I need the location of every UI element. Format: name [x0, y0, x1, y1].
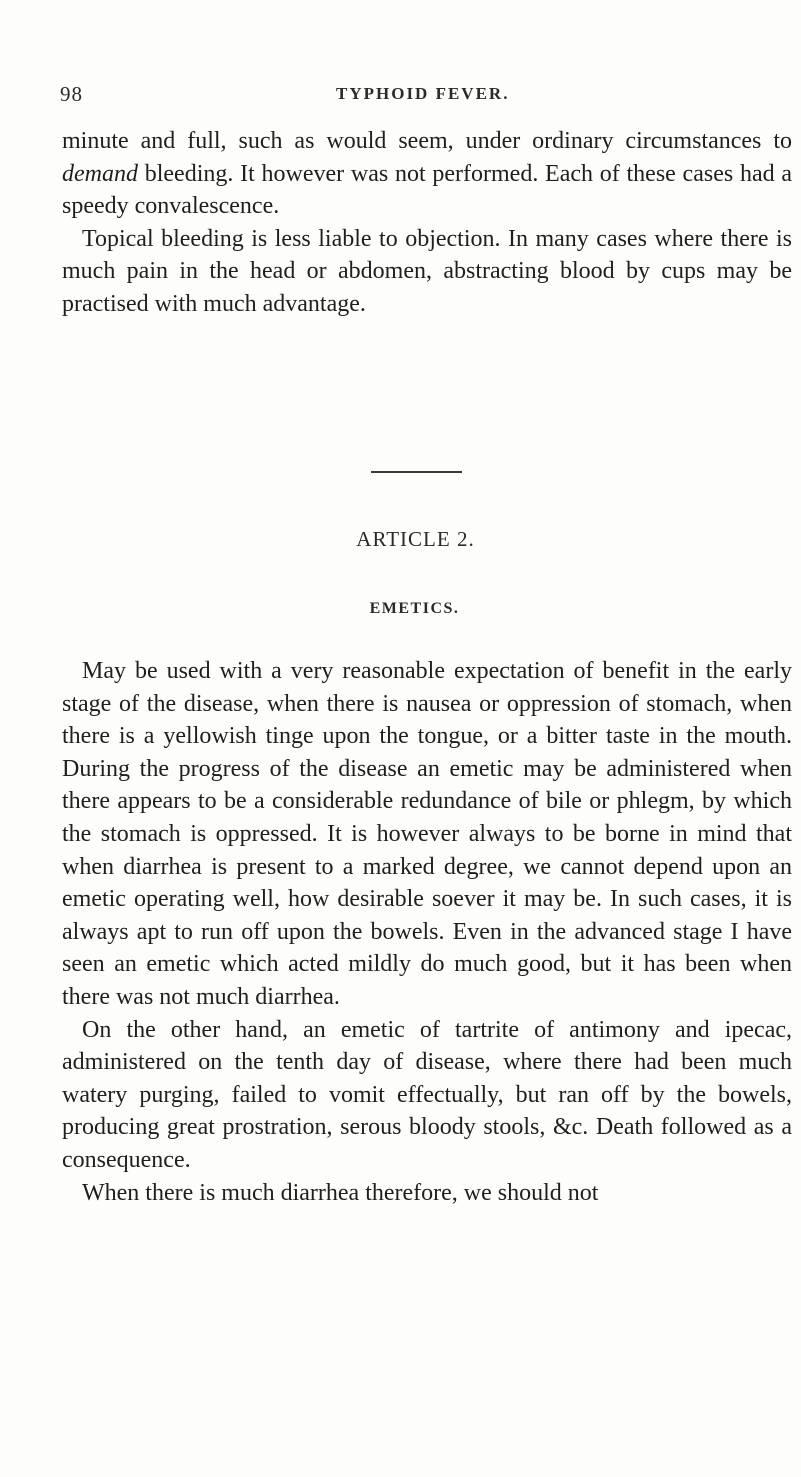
running-head: [60, 82, 800, 116]
text-block-bleeding: [62, 125, 792, 321]
text-block-emetics: [62, 655, 792, 1209]
section-heading-emetics: EMETICS.: [369, 600, 460, 617]
paragraph-emetics-use: May be used with a very reasonable expectation of benefit in the early stage of the disease, when there is nausea or oppression of stomach, when there is a yellowish tinge upon the tongue, or a bitter taste in the mouth. During the progress of the disease an emetic may be administered when there appears to be a considerable redundance of bile or phlegm, by which the stomach is oppressed. It is however always to be borne in mind that when diarrhea is present to a marked degree, we cannot depend upon an emetic operating well, how desirable soever it may be. In such cases, it is always apt to run off upon the bowels. Even in the advanced stage I have seen an emetic which acted mildly do much good, but it has been when there was not much diarrhea.: [62, 658, 792, 1010]
text-span: minute and full, such as would seem, under ordinary circumstances to: [62, 128, 792, 154]
article-heading: ARTICLE 2.: [356, 527, 475, 551]
running-title: TYPHOID FEVER.: [336, 84, 510, 103]
emphasis-demand: demand: [62, 160, 138, 187]
text-span: bleeding. It however was not performed. Each of these cases had a speedy convalescence.: [62, 160, 792, 220]
paragraph-emetic-case: On the other hand, an emetic of tartrite of antimony and ipecac, administered on the tenth day of disease, where there had been much watery purging, failed to vomit effectually, but ran off by the bowels, producing great prostration, serous bloody stools, &c. Death followed as a consequence.: [62, 1016, 792, 1173]
paragraph-topical-bleeding: Topical bleeding is less liable to objection. In many cases where there is much pain in the head or abdomen, abstracting blood by cups may be practised with much advantage.: [62, 225, 792, 317]
paragraph-bleeding-continued: [62, 125, 792, 223]
paragraph-diarrhea-caution: When there is much diarrhea therefore, we should not: [82, 1179, 599, 1206]
section-divider-rule: [371, 471, 462, 473]
page-number: 98: [60, 82, 83, 106]
